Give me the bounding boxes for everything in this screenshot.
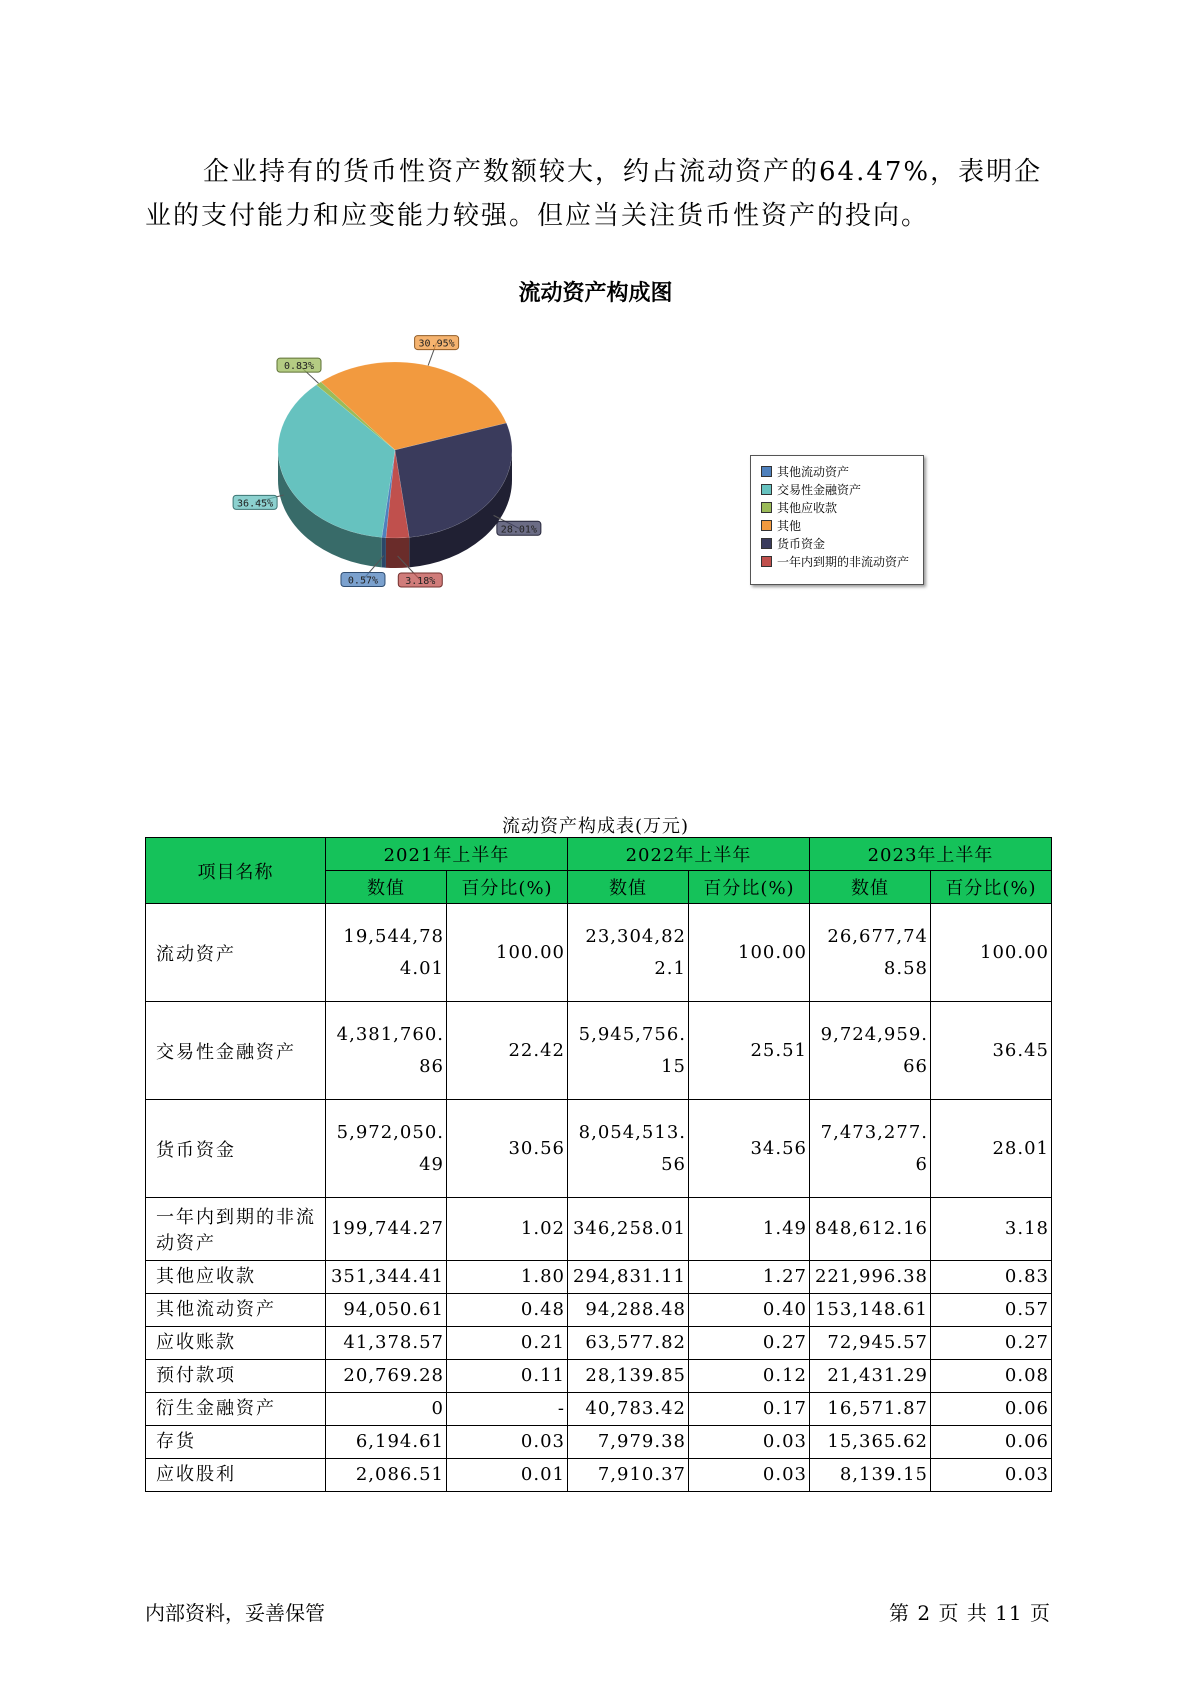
value-cell: 6,194.61 <box>326 1426 447 1459</box>
percent-cell: 3.18 <box>931 1198 1052 1261</box>
row-label: 其他应收款 <box>146 1261 326 1294</box>
value-cell: 346,258.01 <box>568 1198 689 1261</box>
value-cell: 5,945,756.15 <box>568 1002 689 1100</box>
legend-swatch <box>761 520 772 531</box>
percent-cell: 0.83 <box>931 1261 1052 1294</box>
row-label: 预付款项 <box>146 1360 326 1393</box>
percent-cell: 28.01 <box>931 1100 1052 1198</box>
percent-cell: 1.49 <box>689 1198 810 1261</box>
percent-cell: 0.03 <box>931 1459 1052 1492</box>
percent-cell: 1.27 <box>689 1261 810 1294</box>
table-row <box>146 1327 1052 1360</box>
table-row <box>146 1002 1052 1100</box>
row-label: 应收账款 <box>146 1327 326 1360</box>
legend-swatch <box>761 556 772 567</box>
row-label: 其他流动资产 <box>146 1294 326 1327</box>
legend-item <box>751 498 923 516</box>
table-row <box>146 1426 1052 1459</box>
row-label: 衍生金融资产 <box>146 1393 326 1426</box>
header-year: 2022年上半年 <box>568 838 810 871</box>
percent-cell: 0.06 <box>931 1426 1052 1459</box>
value-cell: 23,304,822.1 <box>568 904 689 1002</box>
percent-cell: 0.21 <box>447 1327 568 1360</box>
row-label: 一年内到期的非流动资产 <box>146 1198 326 1261</box>
table-row <box>146 1261 1052 1294</box>
legend-item <box>751 534 923 552</box>
legend-label: 货币资金 <box>777 536 826 551</box>
pie-chart <box>230 330 680 600</box>
legend-label: 其他应收款 <box>777 500 838 515</box>
data-label: 36.45% <box>237 498 274 510</box>
percent-cell: 0.12 <box>689 1360 810 1393</box>
percent-cell: 1.02 <box>447 1198 568 1261</box>
percent-cell: 0.03 <box>447 1426 568 1459</box>
row-label: 应收股利 <box>146 1459 326 1492</box>
percent-cell: 30.56 <box>447 1100 568 1198</box>
percent-cell: 0.08 <box>931 1360 1052 1393</box>
percent-cell: 100.00 <box>689 904 810 1002</box>
percent-cell: 0.06 <box>931 1393 1052 1426</box>
value-cell: 94,288.48 <box>568 1294 689 1327</box>
percent-cell: - <box>447 1393 568 1426</box>
value-cell: 16,571.87 <box>810 1393 931 1426</box>
percent-cell: 0.03 <box>689 1459 810 1492</box>
percent-cell: 100.00 <box>931 904 1052 1002</box>
data-label: 3.18% <box>405 575 436 587</box>
legend-label: 其他流动资产 <box>777 464 850 479</box>
header-value: 数值 <box>810 871 931 904</box>
percent-cell: 0.40 <box>689 1294 810 1327</box>
legend-label: 交易性金融资产 <box>777 482 862 497</box>
table-row <box>146 1294 1052 1327</box>
table-row <box>146 1198 1052 1261</box>
value-cell: 15,365.62 <box>810 1426 931 1459</box>
value-cell: 153,148.61 <box>810 1294 931 1327</box>
legend-swatch <box>761 502 772 513</box>
percent-cell: 1.80 <box>447 1261 568 1294</box>
chart-title: 流动资产构成图 <box>518 281 673 306</box>
value-cell: 9,724,959.66 <box>810 1002 931 1100</box>
percent-cell: 34.56 <box>689 1100 810 1198</box>
legend-item <box>751 516 923 534</box>
data-label: 30.95% <box>418 338 455 350</box>
legend-item <box>751 552 923 570</box>
header-year: 2023年上半年 <box>810 838 1052 871</box>
percent-cell: 22.42 <box>447 1002 568 1100</box>
value-cell: 26,677,748.58 <box>810 904 931 1002</box>
percent-cell: 0.11 <box>447 1360 568 1393</box>
current-assets-table <box>145 837 1052 1492</box>
data-label: 0.57% <box>347 575 379 587</box>
value-cell: 20,769.28 <box>326 1360 447 1393</box>
value-cell: 294,831.11 <box>568 1261 689 1294</box>
value-cell: 8,139.15 <box>810 1459 931 1492</box>
table-row <box>146 1360 1052 1393</box>
value-cell: 63,577.82 <box>568 1327 689 1360</box>
row-label: 货币资金 <box>146 1100 326 1198</box>
legend-label: 一年内到期的非流动资产 <box>777 554 910 569</box>
legend-item <box>751 462 923 480</box>
value-cell: 5,972,050.49 <box>326 1100 447 1198</box>
percent-cell: 0.27 <box>931 1327 1052 1360</box>
table-row <box>146 1459 1052 1492</box>
percent-cell: 0.01 <box>447 1459 568 1492</box>
data-label: 28.01% <box>500 524 537 536</box>
table-row <box>146 1100 1052 1198</box>
percent-cell: 0.48 <box>447 1294 568 1327</box>
percent-cell: 0.27 <box>689 1327 810 1360</box>
value-cell: 0 <box>326 1393 447 1426</box>
value-cell: 7,979.38 <box>568 1426 689 1459</box>
percent-cell: 25.51 <box>689 1002 810 1100</box>
percent-cell: 0.03 <box>689 1426 810 1459</box>
percent-cell: 100.00 <box>447 904 568 1002</box>
header-year: 2021年上半年 <box>326 838 568 871</box>
pie-slice-side <box>386 537 409 568</box>
legend-swatch <box>761 466 772 477</box>
value-cell: 21,431.29 <box>810 1360 931 1393</box>
body-paragraph: 企业持有的货币性资产数额较大，约占流动资产的64.47%，表明企业的支付能力和应变能力较强。但应当关注货币性资产的投向。 <box>145 157 1043 231</box>
value-cell: 199,744.27 <box>326 1198 447 1261</box>
table-caption: 流动资产构成表(万元) <box>501 816 690 837</box>
table-row <box>146 1393 1052 1426</box>
value-cell: 848,612.16 <box>810 1198 931 1261</box>
header-percent: 百分比(%) <box>447 871 568 904</box>
value-cell: 351,344.41 <box>326 1261 447 1294</box>
percent-cell: 0.57 <box>931 1294 1052 1327</box>
value-cell: 72,945.57 <box>810 1327 931 1360</box>
legend-swatch <box>761 538 772 549</box>
footer-confidential: 内部资料，妥善保管 <box>145 1601 325 1625</box>
header-percent: 百分比(%) <box>689 871 810 904</box>
value-cell: 221,996.38 <box>810 1261 931 1294</box>
percent-cell: 0.17 <box>689 1393 810 1426</box>
table-row <box>146 904 1052 1002</box>
chart-legend <box>750 455 924 585</box>
header-item-name: 项目名称 <box>146 838 326 904</box>
pie-slice-side <box>382 537 386 567</box>
footer-page-number: 第 2 页 共 11 页 <box>889 1601 1051 1625</box>
legend-label: 其他 <box>777 518 802 533</box>
value-cell: 28,139.85 <box>568 1360 689 1393</box>
data-label: 0.83% <box>283 361 315 373</box>
value-cell: 7,473,277.6 <box>810 1100 931 1198</box>
value-cell: 2,086.51 <box>326 1459 447 1492</box>
legend-swatch <box>761 484 772 495</box>
percent-cell: 36.45 <box>931 1002 1052 1100</box>
value-cell: 4,381,760.86 <box>326 1002 447 1100</box>
value-cell: 19,544,784.01 <box>326 904 447 1002</box>
row-label: 流动资产 <box>146 904 326 1002</box>
value-cell: 8,054,513.56 <box>568 1100 689 1198</box>
row-label: 存货 <box>146 1426 326 1459</box>
value-cell: 41,378.57 <box>326 1327 447 1360</box>
header-percent: 百分比(%) <box>931 871 1052 904</box>
row-label: 交易性金融资产 <box>146 1002 326 1100</box>
legend-item <box>751 480 923 498</box>
value-cell: 40,783.42 <box>568 1393 689 1426</box>
value-cell: 94,050.61 <box>326 1294 447 1327</box>
header-value: 数值 <box>326 871 447 904</box>
header-value: 数值 <box>568 871 689 904</box>
value-cell: 7,910.37 <box>568 1459 689 1492</box>
